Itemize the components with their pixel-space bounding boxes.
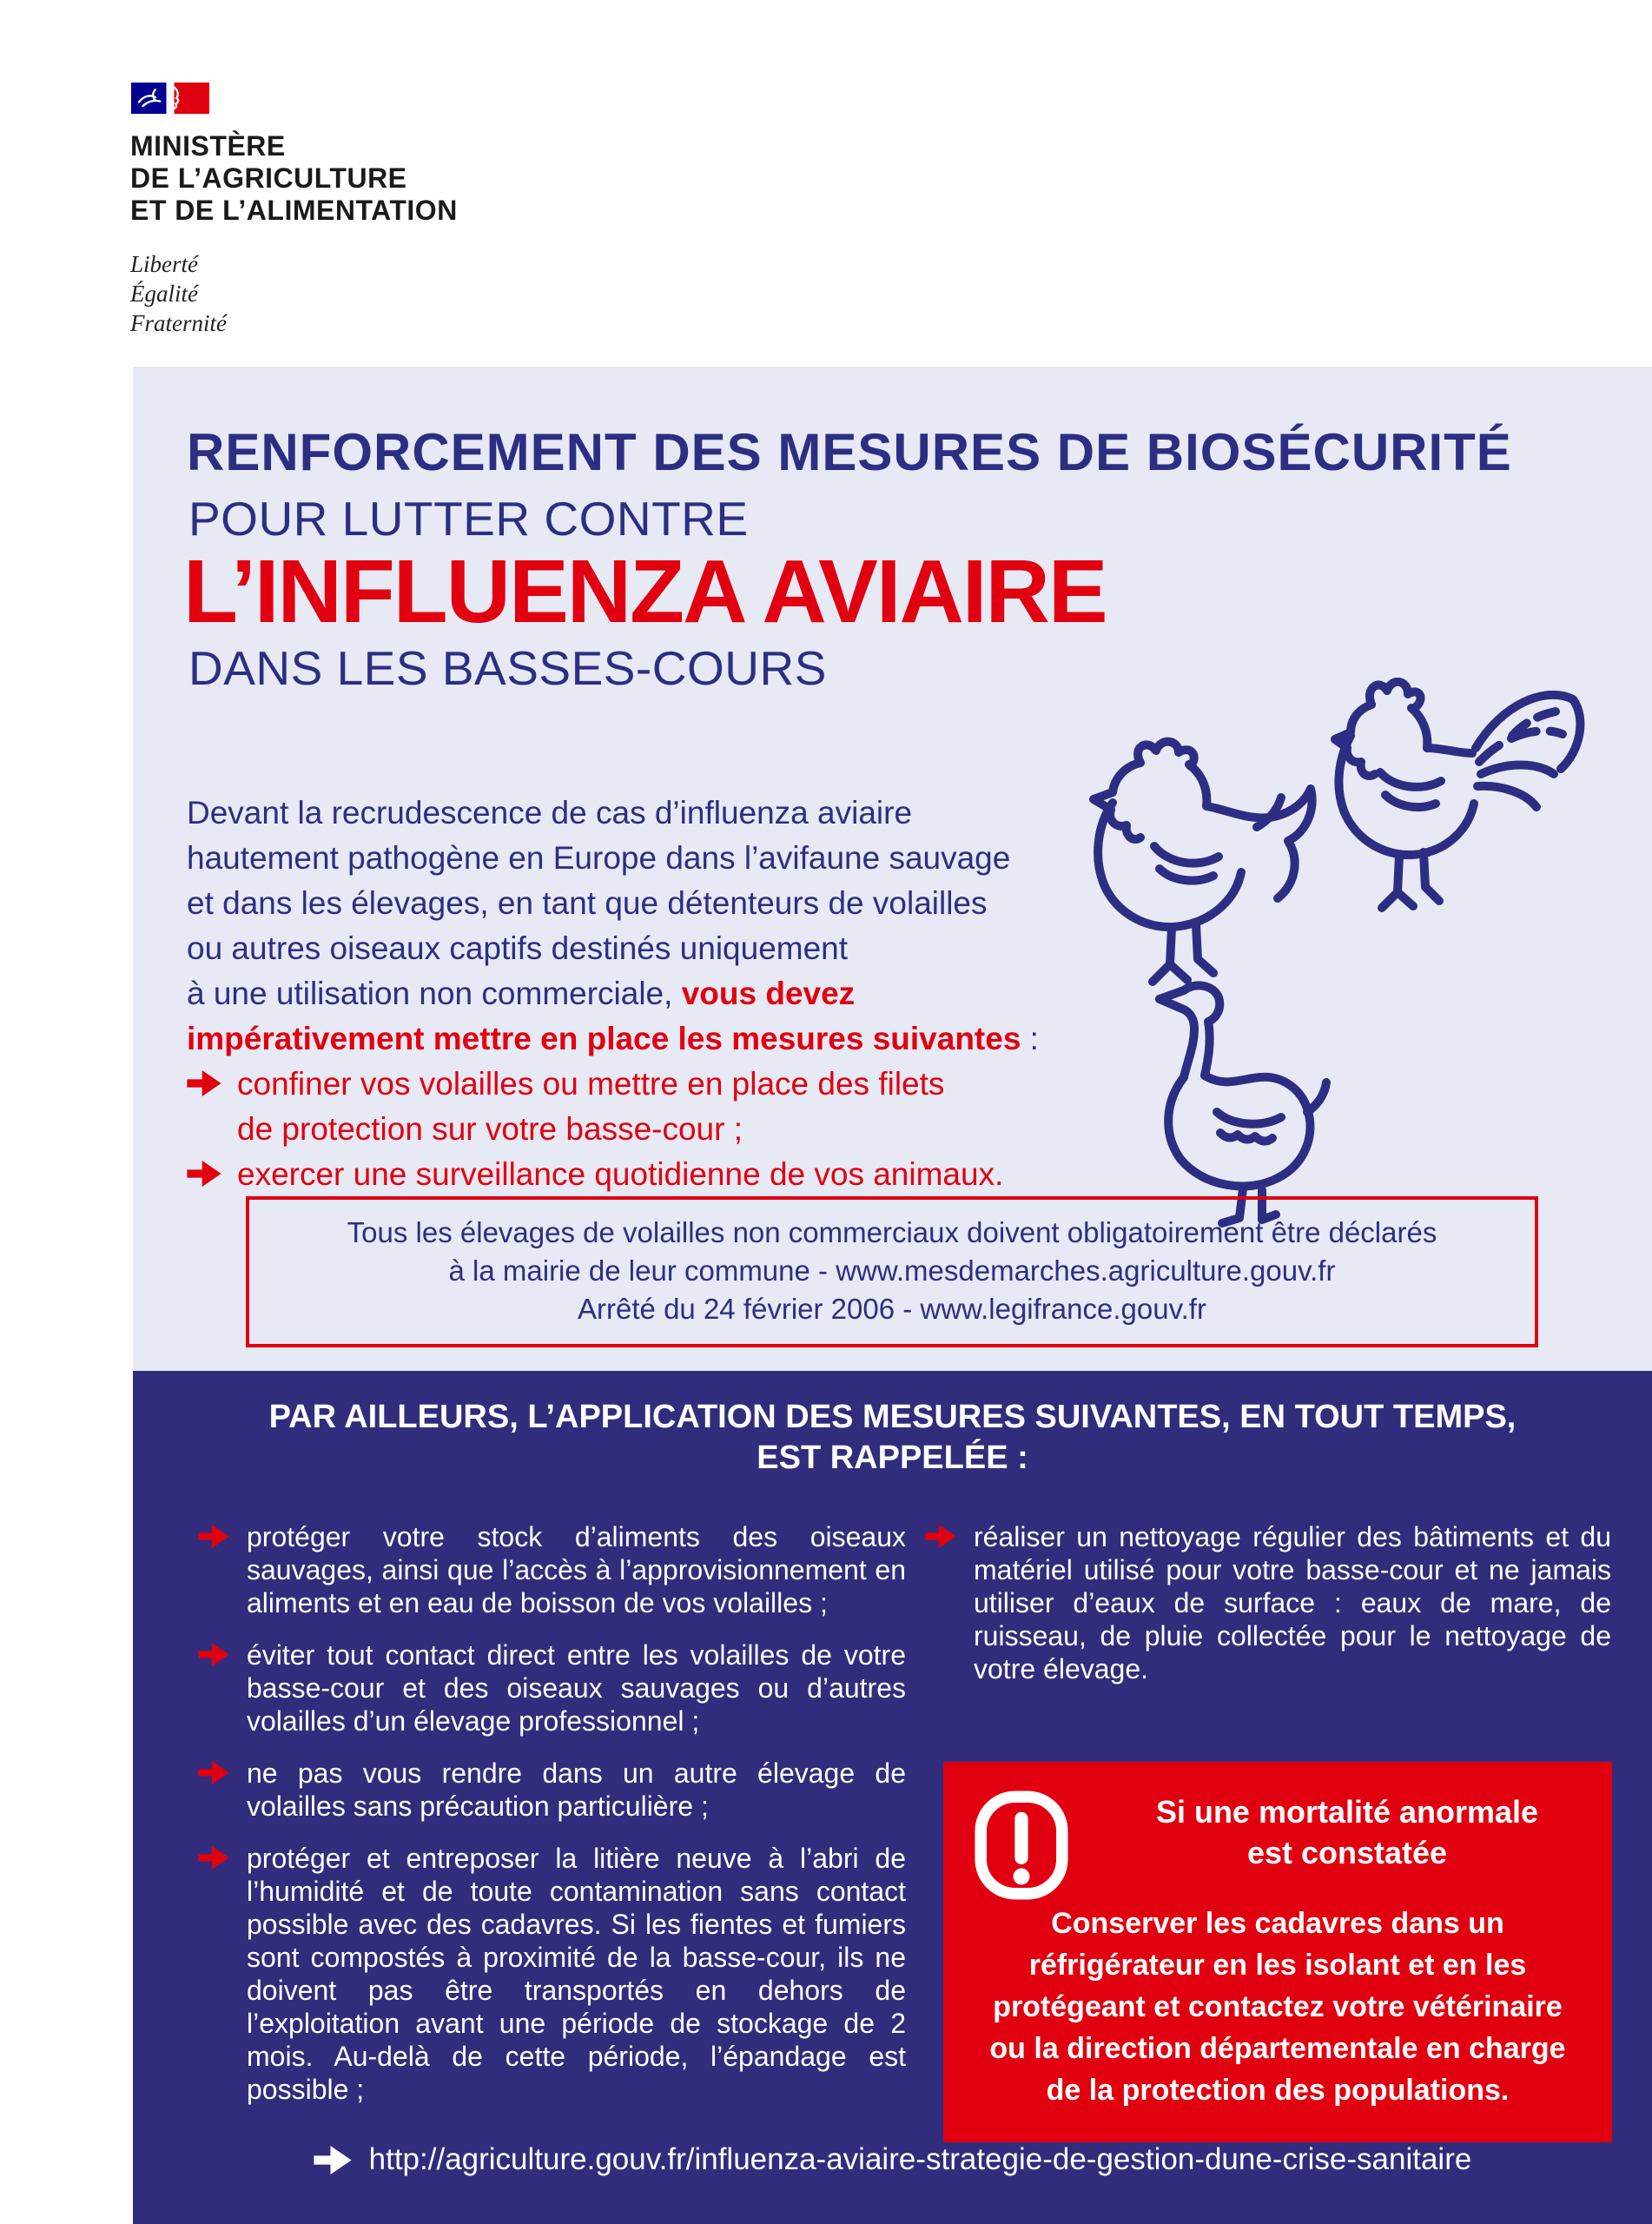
action-bullet [187, 1152, 1003, 1197]
measure-item [198, 1757, 906, 1823]
intro-paragraph [187, 791, 1039, 1062]
declaration-line: Tous les élevages de volailles non commerciaux doivent obligatoirement être déclarés [347, 1216, 1437, 1248]
footer-url[interactable]: http://agriculture.gouv.fr/influenza-aviaire-strategie-de-gestion-dune-crise-sanitaire [368, 2142, 1472, 2176]
measure-text: protéger et entreposer la litière neuve à l’abri de l’humidité et de toute contamination sans contact possible avec des cadavres. Si les fientes et fumiers sont compostés à proximité de la basse-cour, ils ne doivent pas être transportés en dehors de l’exploitation avant une période de stockage de 2 mois. Au-delà de cette période, l’épandage est possible ; [247, 1843, 906, 2105]
measure-item [198, 1638, 906, 1738]
measure-text: ne pas vous rendre dans un autre élevage de volailles sans précaution particulière ; [247, 1757, 906, 1822]
measures-heading: PAR AILLEURS, L’APPLICATION DES MESURES SUIVANTES, EN TOUT TEMPS, EST RAPPELÉE : [268, 1399, 1517, 1476]
declaration-line: à la mairie de leur commune - www.mesdemarches.agriculture.gouv.fr [448, 1254, 1336, 1287]
red-arrow-icon [187, 1152, 225, 1187]
measures-panel [133, 1371, 1652, 2224]
hen-icon [1094, 742, 1312, 982]
action-bullet-list [187, 1062, 1003, 1197]
red-arrow-icon [198, 1638, 233, 1666]
action-bullet-text: confiner vos volailles ou mettre en place des filets de protection sur votre basse-cour ; [237, 1066, 945, 1147]
poster-title-line2: POUR LUTTER CONTRE [188, 492, 749, 546]
alert-title: Si une mortalité anormale est constatée [1155, 1794, 1539, 1870]
ministry-name-line: ET DE L’ALIMENTATION [130, 195, 458, 226]
intro-highlight: impérativement mettre en place les mesures suivantes [187, 1021, 1021, 1056]
motto-line: Liberté [130, 251, 198, 277]
action-bullet [187, 1062, 1003, 1152]
marianne-emblem-icon [130, 83, 210, 114]
red-arrow-icon [198, 1842, 233, 1870]
intro-highlight: vous devez [681, 976, 856, 1011]
red-arrow-icon [198, 1757, 233, 1784]
white-arrow-icon [314, 2146, 352, 2174]
action-bullet-text: exercer une surveillance quotidienne de vos animaux. [237, 1156, 1004, 1192]
ministry-name-line: MINISTÈRE [130, 130, 286, 162]
ministry-name-line: DE L’AGRICULTURE [130, 162, 407, 194]
intro-line: hautement pathogène en Europe dans l’avifaune sauvage [187, 840, 1011, 876]
red-arrow-icon [187, 1062, 225, 1096]
motto-line: Fraternité [130, 310, 227, 336]
footer-link-row [133, 2142, 1652, 2177]
declaration-line: Arrêté du 24 février 2006 - www.legifrance.gouv.fr [578, 1293, 1206, 1325]
poultry-illustration [1036, 678, 1609, 1238]
measure-text: réaliser un nettoyage régulier des bâtiments et du matériel utilisé pour votre basse-cour et ne jamais utiliser d’eaux de surface : eaux de mare, de ruisseau, de pluie collectée pour le nettoyage de votre élevage. [974, 1521, 1611, 1685]
measures-column-right [925, 1520, 1611, 1704]
poster-title-line4: DANS LES BASSES-COURS [188, 641, 827, 695]
intro-line: impérativement mettre en place les mesures suivantes : [187, 1021, 1039, 1056]
measure-text: protéger votre stock d’aliments des oiseaux sauvages, ainsi que l’accès à l’approvisionnement en aliments et en eau de boisson de vos volailles ; [247, 1521, 906, 1618]
goose-icon [1160, 985, 1326, 1223]
measures-column-left [198, 1520, 906, 2125]
poster-title-line1: RENFORCEMENT DES MESURES DE BIOSÉCURITÉ [187, 423, 1512, 481]
intro-line: et dans les élevages, en tant que détenteurs de volailles [187, 885, 988, 921]
red-arrow-icon [925, 1520, 960, 1548]
intro-line: à une utilisation non commerciale, vous devez [187, 976, 856, 1011]
measure-item [198, 1520, 906, 1619]
measure-item [925, 1520, 1611, 1685]
mortality-alert-box [943, 1762, 1612, 2142]
intro-line: Devant la recrudescence de cas d’influenza aviaire [187, 795, 913, 831]
hero-panel [133, 367, 1652, 1371]
red-arrow-icon [198, 1520, 233, 1548]
exclamation-icon [975, 1788, 1068, 1903]
alert-body: Conserver les cadavres dans un réfrigérateur en les isolant et en les protégeant et contactez votre vétérinaire ou la direction départementale en charge de la protection des populations. [989, 1907, 1566, 2107]
ministry-logo-block [130, 83, 458, 338]
measure-item [198, 1842, 906, 2106]
poster-title-line3: L’INFLUENZA AVIAIRE [183, 541, 1107, 641]
measure-text: éviter tout contact direct entre les volailles de votre basse-cour et des oiseaux sauvages ou d’autres volailles d’un élevage professionnel ; [247, 1639, 906, 1737]
declaration-box [246, 1196, 1538, 1347]
intro-line: ou autres oiseaux captifs destinés uniquement [187, 930, 849, 966]
motto-line: Égalité [130, 281, 198, 307]
rooster-icon [1335, 682, 1580, 908]
